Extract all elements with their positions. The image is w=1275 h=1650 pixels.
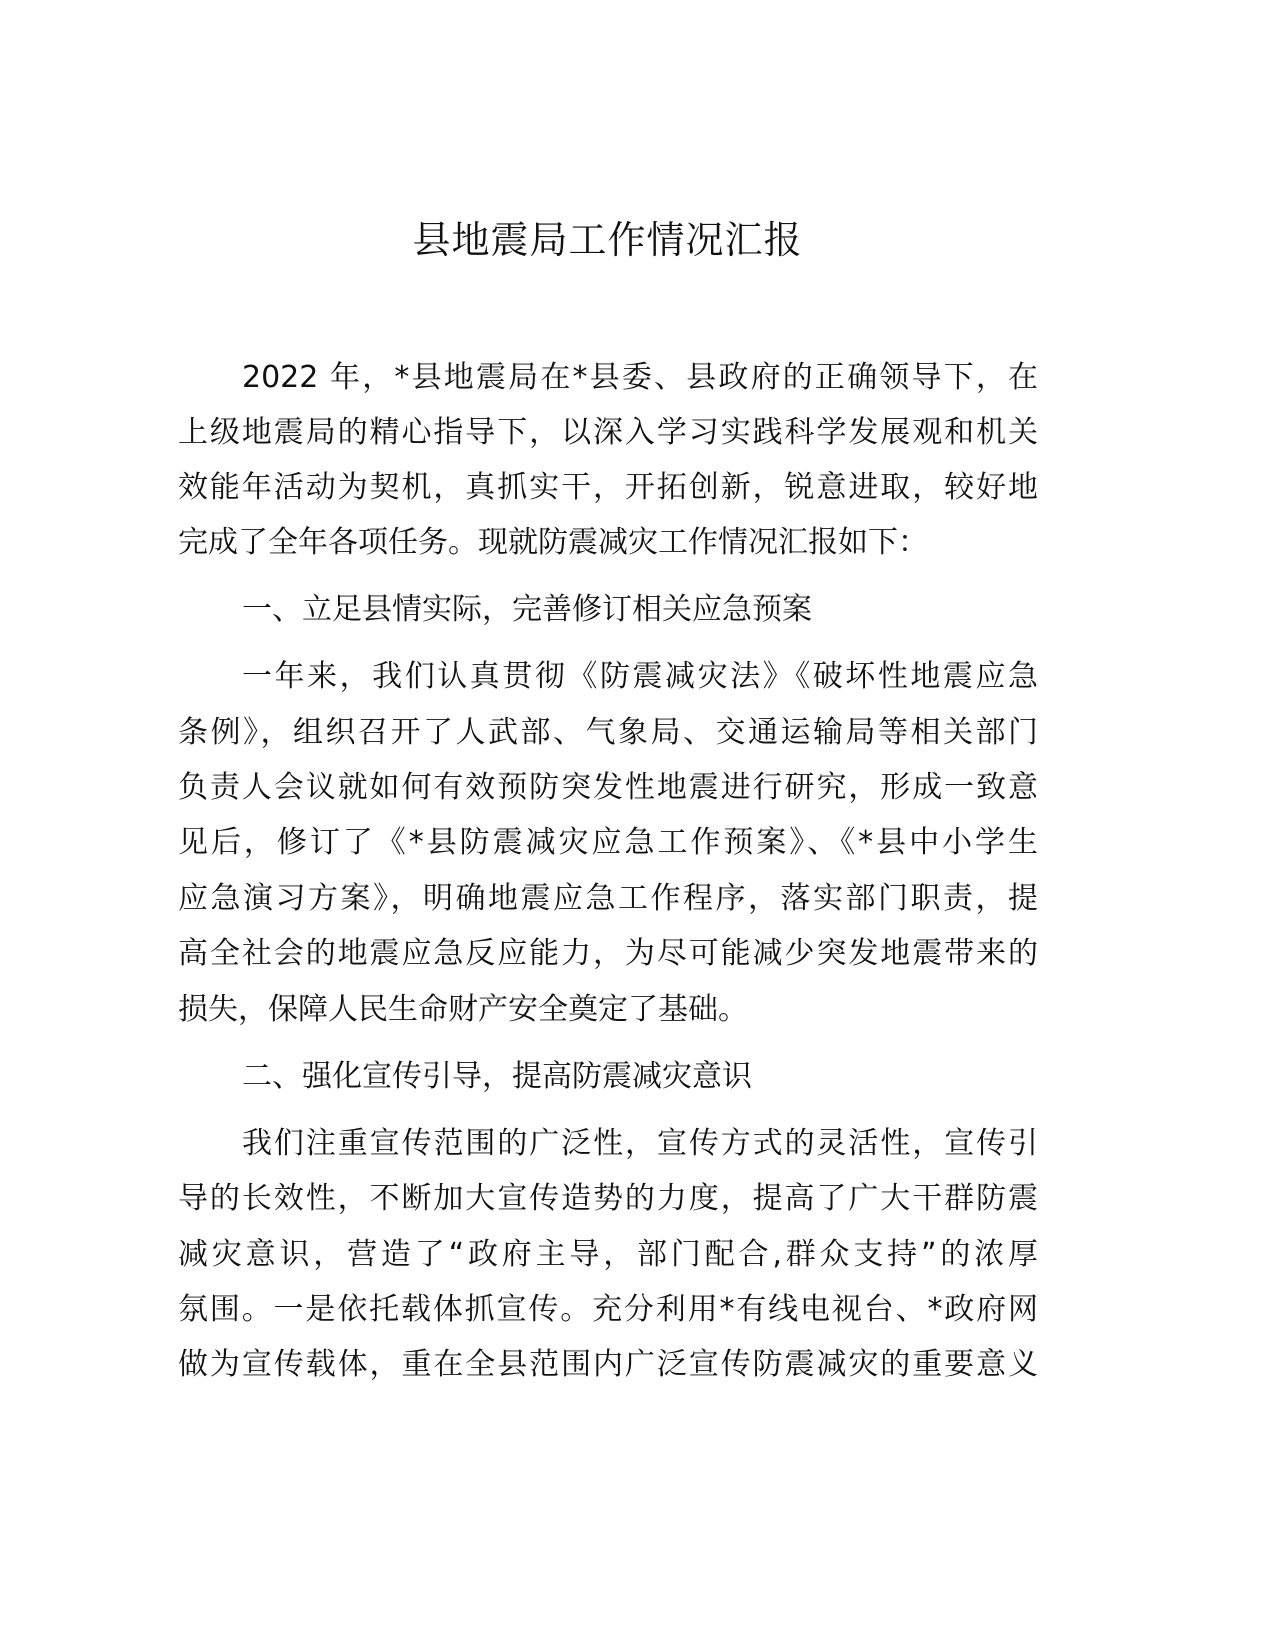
paragraph-section1-line-6: 高全社会的地震应急反应能力，为尽可能减少突发地震带来的 <box>178 936 1038 971</box>
paragraph-section2-line-3: 减灾意识，营造了“政府主导，部门配合,群众支持”的浓厚 <box>178 1237 1038 1272</box>
paragraph-section1-line-3: 负责人会议就如何有效预防突发性地震进行研究，形成一致意 <box>178 770 1038 805</box>
paragraph-section1-line-1: 一年来，我们认真贯彻《防震减灾法》《破坏性地震应急 <box>242 659 1038 694</box>
paragraph-intro-line-4: 完成了全年各项任务。现就防震减灾工作情况汇报如下： <box>178 525 928 560</box>
section-heading-1: 一、立足县情实际，完善修订相关应急预案 <box>242 592 812 627</box>
paragraph-section2-line-4: 氛围。一是依托载体抓宣传。充分利用*有线电视台、*政府网 <box>178 1292 1038 1327</box>
paragraph-intro-line-1: 2022 年，*县地震局在*县委、县政府的正确领导下，在 <box>242 360 1038 395</box>
paragraph-section1-line-2: 条例》，组织召开了人武部、气象局、交通运输局等相关部门 <box>178 715 1038 750</box>
paragraph-section1-line-5: 应急演习方案》，明确地震应急工作程序，落实部门职责，提 <box>178 881 1038 916</box>
paragraph-section2-line-2: 导的长效性，不断加大宣传造势的力度，提高了广大干群防震 <box>178 1181 1038 1216</box>
paragraph-intro-line-3: 效能年活动为契机，真抓实干，开拓创新，锐意进取，较好地 <box>178 470 1038 505</box>
paragraph-section2-line-5: 做为宣传载体，重在全县范围内广泛宣传防震减灾的重要意义 <box>178 1347 1038 1382</box>
section-heading-2: 二、强化宣传引导，提高防震减灾意识 <box>242 1059 752 1094</box>
paragraph-section1-line-4: 见后，修订了《*县防震减灾应急工作预案》、《*县中小学生 <box>178 825 1038 860</box>
paragraph-section1-line-7: 损失，保障人民生命财产安全奠定了基础。 <box>178 992 748 1027</box>
paragraph-section2-line-1: 我们注重宣传范围的广泛性，宣传方式的灵活性，宣传引 <box>242 1126 1038 1161</box>
paragraph-intro-line-2: 上级地震局的精心指导下，以深入学习实践科学发展观和机关 <box>178 415 1038 450</box>
document-title: 县地震局工作情况汇报 <box>412 218 803 262</box>
